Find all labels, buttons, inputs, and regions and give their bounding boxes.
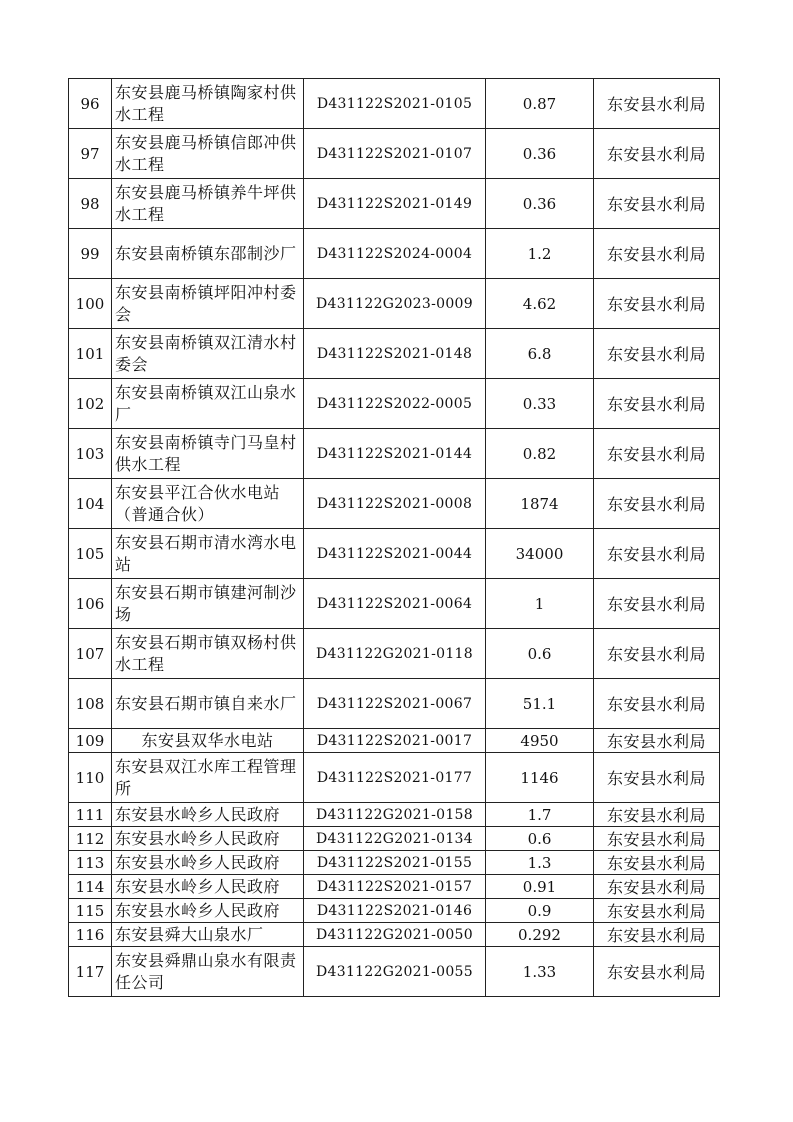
table-row — [69, 629, 720, 679]
unit-name-cell: 东安县鹿马桥镇信郎冲供水工程 — [112, 129, 304, 179]
row-number-cell: 100 — [69, 279, 112, 329]
unit-name-cell: 东安县双江水库工程管理所 — [112, 753, 304, 803]
quantity-cell: 51.1 — [486, 679, 594, 729]
quantity-cell: 1 — [486, 579, 594, 629]
quantity-cell: 0.6 — [486, 827, 594, 851]
table-row — [69, 329, 720, 379]
table-row — [69, 279, 720, 329]
authority-cell: 东安县水利局 — [594, 851, 720, 875]
quantity-cell: 6.8 — [486, 329, 594, 379]
permit-code-cell: D431122G2021-0158 — [304, 803, 486, 827]
table-row — [69, 179, 720, 229]
authority-cell: 东安县水利局 — [594, 279, 720, 329]
authority-cell: 东安县水利局 — [594, 129, 720, 179]
authority-cell: 东安县水利局 — [594, 803, 720, 827]
authority-cell: 东安县水利局 — [594, 79, 720, 129]
table-row — [69, 899, 720, 923]
authority-cell: 东安县水利局 — [594, 529, 720, 579]
unit-name-cell: 东安县南桥镇双江清水村委会 — [112, 329, 304, 379]
quantity-cell: 34000 — [486, 529, 594, 579]
authority-cell: 东安县水利局 — [594, 923, 720, 947]
table-row — [69, 803, 720, 827]
row-number-cell: 108 — [69, 679, 112, 729]
table-row — [69, 947, 720, 997]
row-number-cell: 116 — [69, 923, 112, 947]
permit-table — [68, 78, 720, 997]
row-number-cell: 105 — [69, 529, 112, 579]
row-number-cell: 109 — [69, 729, 112, 753]
row-number-cell: 101 — [69, 329, 112, 379]
table-row — [69, 753, 720, 803]
permit-code-cell: D431122S2021-0064 — [304, 579, 486, 629]
permit-code-cell: D431122S2021-0067 — [304, 679, 486, 729]
unit-name-cell: 东安县水岭乡人民政府 — [112, 803, 304, 827]
unit-name-cell: 东安县石期市清水湾水电站 — [112, 529, 304, 579]
unit-name-cell: 东安县舜大山泉水厂 — [112, 923, 304, 947]
permit-code-cell: D431122S2021-0008 — [304, 479, 486, 529]
permit-code-cell: D431122G2021-0055 — [304, 947, 486, 997]
authority-cell: 东安县水利局 — [594, 229, 720, 279]
row-number-cell: 117 — [69, 947, 112, 997]
permit-code-cell: D431122G2021-0118 — [304, 629, 486, 679]
authority-cell: 东安县水利局 — [594, 579, 720, 629]
unit-name-cell: 东安县水岭乡人民政府 — [112, 827, 304, 851]
row-number-cell: 113 — [69, 851, 112, 875]
permit-code-cell: D431122G2023-0009 — [304, 279, 486, 329]
table-row — [69, 729, 720, 753]
table-row — [69, 679, 720, 729]
permit-code-cell: D431122S2021-0144 — [304, 429, 486, 479]
unit-name-cell: 东安县南桥镇寺门马皇村供水工程 — [112, 429, 304, 479]
permit-code-cell: D431122S2024-0004 — [304, 229, 486, 279]
quantity-cell: 4.62 — [486, 279, 594, 329]
row-number-cell: 112 — [69, 827, 112, 851]
authority-cell: 东安县水利局 — [594, 753, 720, 803]
quantity-cell: 4950 — [486, 729, 594, 753]
row-number-cell: 99 — [69, 229, 112, 279]
permit-code-cell: D431122S2021-0044 — [304, 529, 486, 579]
authority-cell: 东安县水利局 — [594, 729, 720, 753]
row-number-cell: 97 — [69, 129, 112, 179]
permit-code-cell: D431122G2021-0050 — [304, 923, 486, 947]
row-number-cell: 106 — [69, 579, 112, 629]
unit-name-cell: 东安县石期市镇自来水厂 — [112, 679, 304, 729]
quantity-cell: 0.87 — [486, 79, 594, 129]
row-number-cell: 98 — [69, 179, 112, 229]
table-row — [69, 875, 720, 899]
table-row — [69, 129, 720, 179]
quantity-cell: 0.82 — [486, 429, 594, 479]
permit-code-cell: D431122S2021-0105 — [304, 79, 486, 129]
authority-cell: 东安县水利局 — [594, 629, 720, 679]
permit-table-body — [69, 79, 720, 997]
unit-name-cell: 东安县鹿马桥镇养牛坪供水工程 — [112, 179, 304, 229]
row-number-cell: 102 — [69, 379, 112, 429]
unit-name-cell: 东安县水岭乡人民政府 — [112, 875, 304, 899]
table-row — [69, 529, 720, 579]
unit-name-cell: 东安县南桥镇双江山泉水厂 — [112, 379, 304, 429]
quantity-cell: 1.2 — [486, 229, 594, 279]
row-number-cell: 115 — [69, 899, 112, 923]
unit-name-cell: 东安县双华水电站 — [112, 729, 304, 753]
permit-code-cell: D431122S2021-0157 — [304, 875, 486, 899]
permit-code-cell: D431122S2021-0146 — [304, 899, 486, 923]
row-number-cell: 96 — [69, 79, 112, 129]
table-row — [69, 923, 720, 947]
unit-name-cell: 东安县南桥镇东邵制沙厂 — [112, 229, 304, 279]
table-row — [69, 827, 720, 851]
quantity-cell: 1.3 — [486, 851, 594, 875]
table-row — [69, 851, 720, 875]
quantity-cell: 0.6 — [486, 629, 594, 679]
row-number-cell: 111 — [69, 803, 112, 827]
quantity-cell: 0.36 — [486, 179, 594, 229]
unit-name-cell: 东安县石期市镇建河制沙场 — [112, 579, 304, 629]
permit-code-cell: D431122S2021-0107 — [304, 129, 486, 179]
unit-name-cell: 东安县水岭乡人民政府 — [112, 851, 304, 875]
table-row — [69, 579, 720, 629]
quantity-cell: 0.36 — [486, 129, 594, 179]
row-number-cell: 104 — [69, 479, 112, 529]
quantity-cell: 1874 — [486, 479, 594, 529]
permit-code-cell: D431122S2021-0017 — [304, 729, 486, 753]
authority-cell: 东安县水利局 — [594, 429, 720, 479]
quantity-cell: 0.292 — [486, 923, 594, 947]
row-number-cell: 107 — [69, 629, 112, 679]
table-row — [69, 479, 720, 529]
row-number-cell: 103 — [69, 429, 112, 479]
table-row — [69, 379, 720, 429]
authority-cell: 东安县水利局 — [594, 827, 720, 851]
authority-cell: 东安县水利局 — [594, 179, 720, 229]
authority-cell: 东安县水利局 — [594, 679, 720, 729]
quantity-cell: 1146 — [486, 753, 594, 803]
quantity-cell: 0.9 — [486, 899, 594, 923]
unit-name-cell: 东安县南桥镇坪阳冲村委会 — [112, 279, 304, 329]
row-number-cell: 114 — [69, 875, 112, 899]
authority-cell: 东安县水利局 — [594, 875, 720, 899]
permit-code-cell: D431122S2021-0155 — [304, 851, 486, 875]
permit-code-cell: D431122S2022-0005 — [304, 379, 486, 429]
authority-cell: 东安县水利局 — [594, 947, 720, 997]
permit-code-cell: D431122G2021-0134 — [304, 827, 486, 851]
row-number-cell: 110 — [69, 753, 112, 803]
authority-cell: 东安县水利局 — [594, 329, 720, 379]
table-row — [69, 429, 720, 479]
authority-cell: 东安县水利局 — [594, 379, 720, 429]
permit-code-cell: D431122S2021-0149 — [304, 179, 486, 229]
table-row — [69, 79, 720, 129]
quantity-cell: 0.91 — [486, 875, 594, 899]
quantity-cell: 0.33 — [486, 379, 594, 429]
unit-name-cell: 东安县平江合伙水电站（普通合伙） — [112, 479, 304, 529]
table-row — [69, 229, 720, 279]
authority-cell: 东安县水利局 — [594, 899, 720, 923]
unit-name-cell: 东安县鹿马桥镇陶家村供水工程 — [112, 79, 304, 129]
quantity-cell: 1.33 — [486, 947, 594, 997]
quantity-cell: 1.7 — [486, 803, 594, 827]
permit-code-cell: D431122S2021-0148 — [304, 329, 486, 379]
unit-name-cell: 东安县石期市镇双杨村供水工程 — [112, 629, 304, 679]
permit-code-cell: D431122S2021-0177 — [304, 753, 486, 803]
unit-name-cell: 东安县水岭乡人民政府 — [112, 899, 304, 923]
unit-name-cell: 东安县舜鼎山泉水有限责任公司 — [112, 947, 304, 997]
authority-cell: 东安县水利局 — [594, 479, 720, 529]
